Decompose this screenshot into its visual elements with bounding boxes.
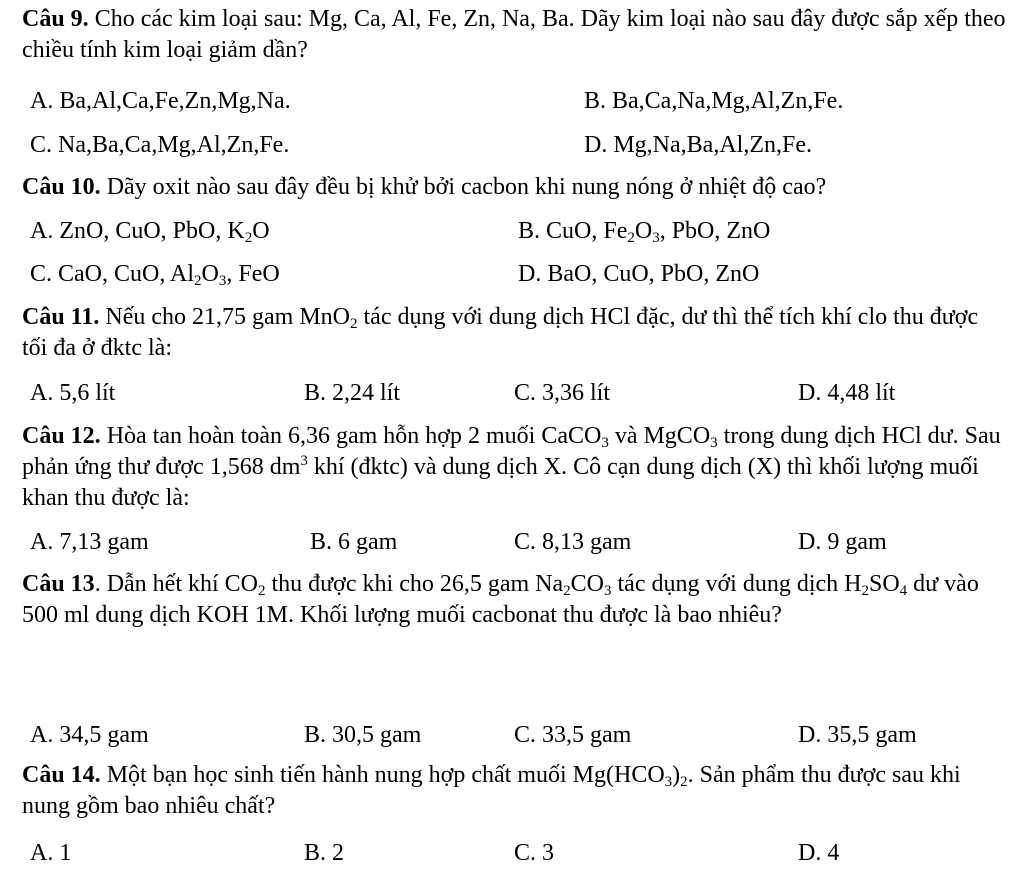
question-9-options-row-1 (22, 86, 1022, 116)
question-10-option-c[interactable]: C. CaO, CuO, $Al_2O_3$, FeO (30, 261, 280, 289)
question-9-stem (22, 4, 1007, 66)
question-11-number: Câu 11. (22, 304, 100, 330)
question-12-number: Câu 12. (22, 423, 101, 449)
question-14-option-a[interactable]: A. 1 (30, 840, 72, 866)
question-14 (22, 760, 1007, 866)
question-10-option-d[interactable]: D. BaO, CuO, PbO, ZnO (518, 261, 760, 287)
question-11-stem (22, 302, 1007, 364)
question-9-option-d[interactable]: D. Mg,Na,Ba,Al,Zn,Fe. (584, 132, 812, 158)
question-9-text: Cho các kim loại sau: Mg, Ca, Al, Fe, Zn, Na, Ba. Dãy kim loại nào sau đây được sắp xếp theo chiều tính kim loại giảm dần? (22, 6, 1006, 64)
question-13-text: . Dẫn hết khí $CO_2$ thu được khi cho 26,5 gam $Na_2CO_3$ tác dụng với dung dịch $H_2SO_4$ dư vào 500 ml dung dịch KOH 1M. Khối lượng muối cacbonat thu được là bao nhiêu? (22, 571, 979, 629)
question-12-option-c[interactable]: C. 8,13 gam (514, 529, 632, 555)
question-11 (22, 302, 1007, 406)
question-11-option-b[interactable]: B. 2,24 lít (304, 380, 401, 406)
question-10-option-b[interactable]: B. CuO, $Fe_2O_3$, PbO, ZnO (518, 218, 771, 246)
question-12-text: Hòa tan hoàn toàn 6,36 gam hỗn hợp 2 muối CaCO$_3$ và MgCO$_3$ trong dung dịch HCl dư. Sau phản ứng thư được 1,568 $dm^3$ khí (đktc) và dung dịch X. Cô cạn dung dịch (X) thì khối lượng muối khan thu được là: (22, 423, 1001, 512)
question-10-number: Câu 10. (22, 174, 101, 200)
question-14-text: Một bạn học sinh tiến hành nung hợp chất muối $Mg(HCO_3)_2$. Sản phẩm thu được sau khi nung gồm bao nhiêu chất? (22, 762, 961, 820)
question-13 (22, 569, 1007, 748)
question-14-option-d[interactable]: D. 4 (798, 840, 840, 866)
question-10-options-row-2 (22, 259, 1022, 289)
question-14-option-b[interactable]: B. 2 (304, 840, 345, 866)
question-12 (22, 421, 1007, 555)
question-10-text: Dãy oxit nào sau đây đều bị khử bởi cacbon khi nung nóng ở nhiệt độ cao? (106, 174, 827, 200)
question-11-option-a[interactable]: A. 5,6 lít (30, 380, 116, 406)
question-13-option-d[interactable]: D. 35,5 gam (798, 722, 917, 748)
question-11-options-row (22, 378, 1022, 408)
question-12-option-d[interactable]: D. 9 gam (798, 529, 887, 555)
question-9-options-row-2 (22, 130, 1022, 160)
question-12-stem (22, 421, 1007, 515)
question-14-number: Câu 14. (22, 762, 101, 788)
question-14-stem (22, 760, 1007, 822)
question-9-number: Câu 9. (22, 6, 89, 32)
question-11-option-c[interactable]: C. 3,36 lít (514, 380, 611, 406)
question-12-options-row (22, 527, 1022, 557)
question-9-option-b[interactable]: B. Ba,Ca,Na,Mg,Al,Zn,Fe. (584, 88, 844, 114)
question-13-stem (22, 569, 1007, 631)
question-10-options-row-1 (22, 216, 1022, 246)
question-13-option-a[interactable]: A. 34,5 gam (30, 722, 149, 748)
question-10-option-a[interactable]: A. ZnO, CuO, PbO, $K_2O$ (30, 218, 270, 246)
question-10-stem (22, 172, 1007, 203)
question-14-options-row (22, 838, 1022, 868)
question-9-option-c[interactable]: C. Na,Ba,Ca,Mg,Al,Zn,Fe. (30, 132, 290, 158)
question-13-options-row (22, 720, 1022, 750)
question-13-number: Câu 13 (22, 571, 95, 597)
question-13-option-b[interactable]: B. 30,5 gam (304, 722, 422, 748)
question-9-option-a[interactable]: A. Ba,Al,Ca,Fe,Zn,Mg,Na. (30, 88, 291, 114)
question-10 (22, 172, 1007, 289)
question-11-option-d[interactable]: D. 4,48 lít (798, 380, 896, 406)
question-14-option-c[interactable]: C. 3 (514, 840, 555, 866)
question-9 (22, 4, 1007, 158)
question-11-text: Nếu cho 21,75 gam MnO$_2$ tác dụng với dung dịch HCl đặc, dư thì thể tích khí clo thu được tối đa ở đktc là: (22, 304, 979, 362)
question-12-option-b[interactable]: B. 6 gam (310, 529, 398, 555)
question-12-option-a[interactable]: A. 7,13 gam (30, 529, 149, 555)
question-13-option-c[interactable]: C. 33,5 gam (514, 722, 632, 748)
